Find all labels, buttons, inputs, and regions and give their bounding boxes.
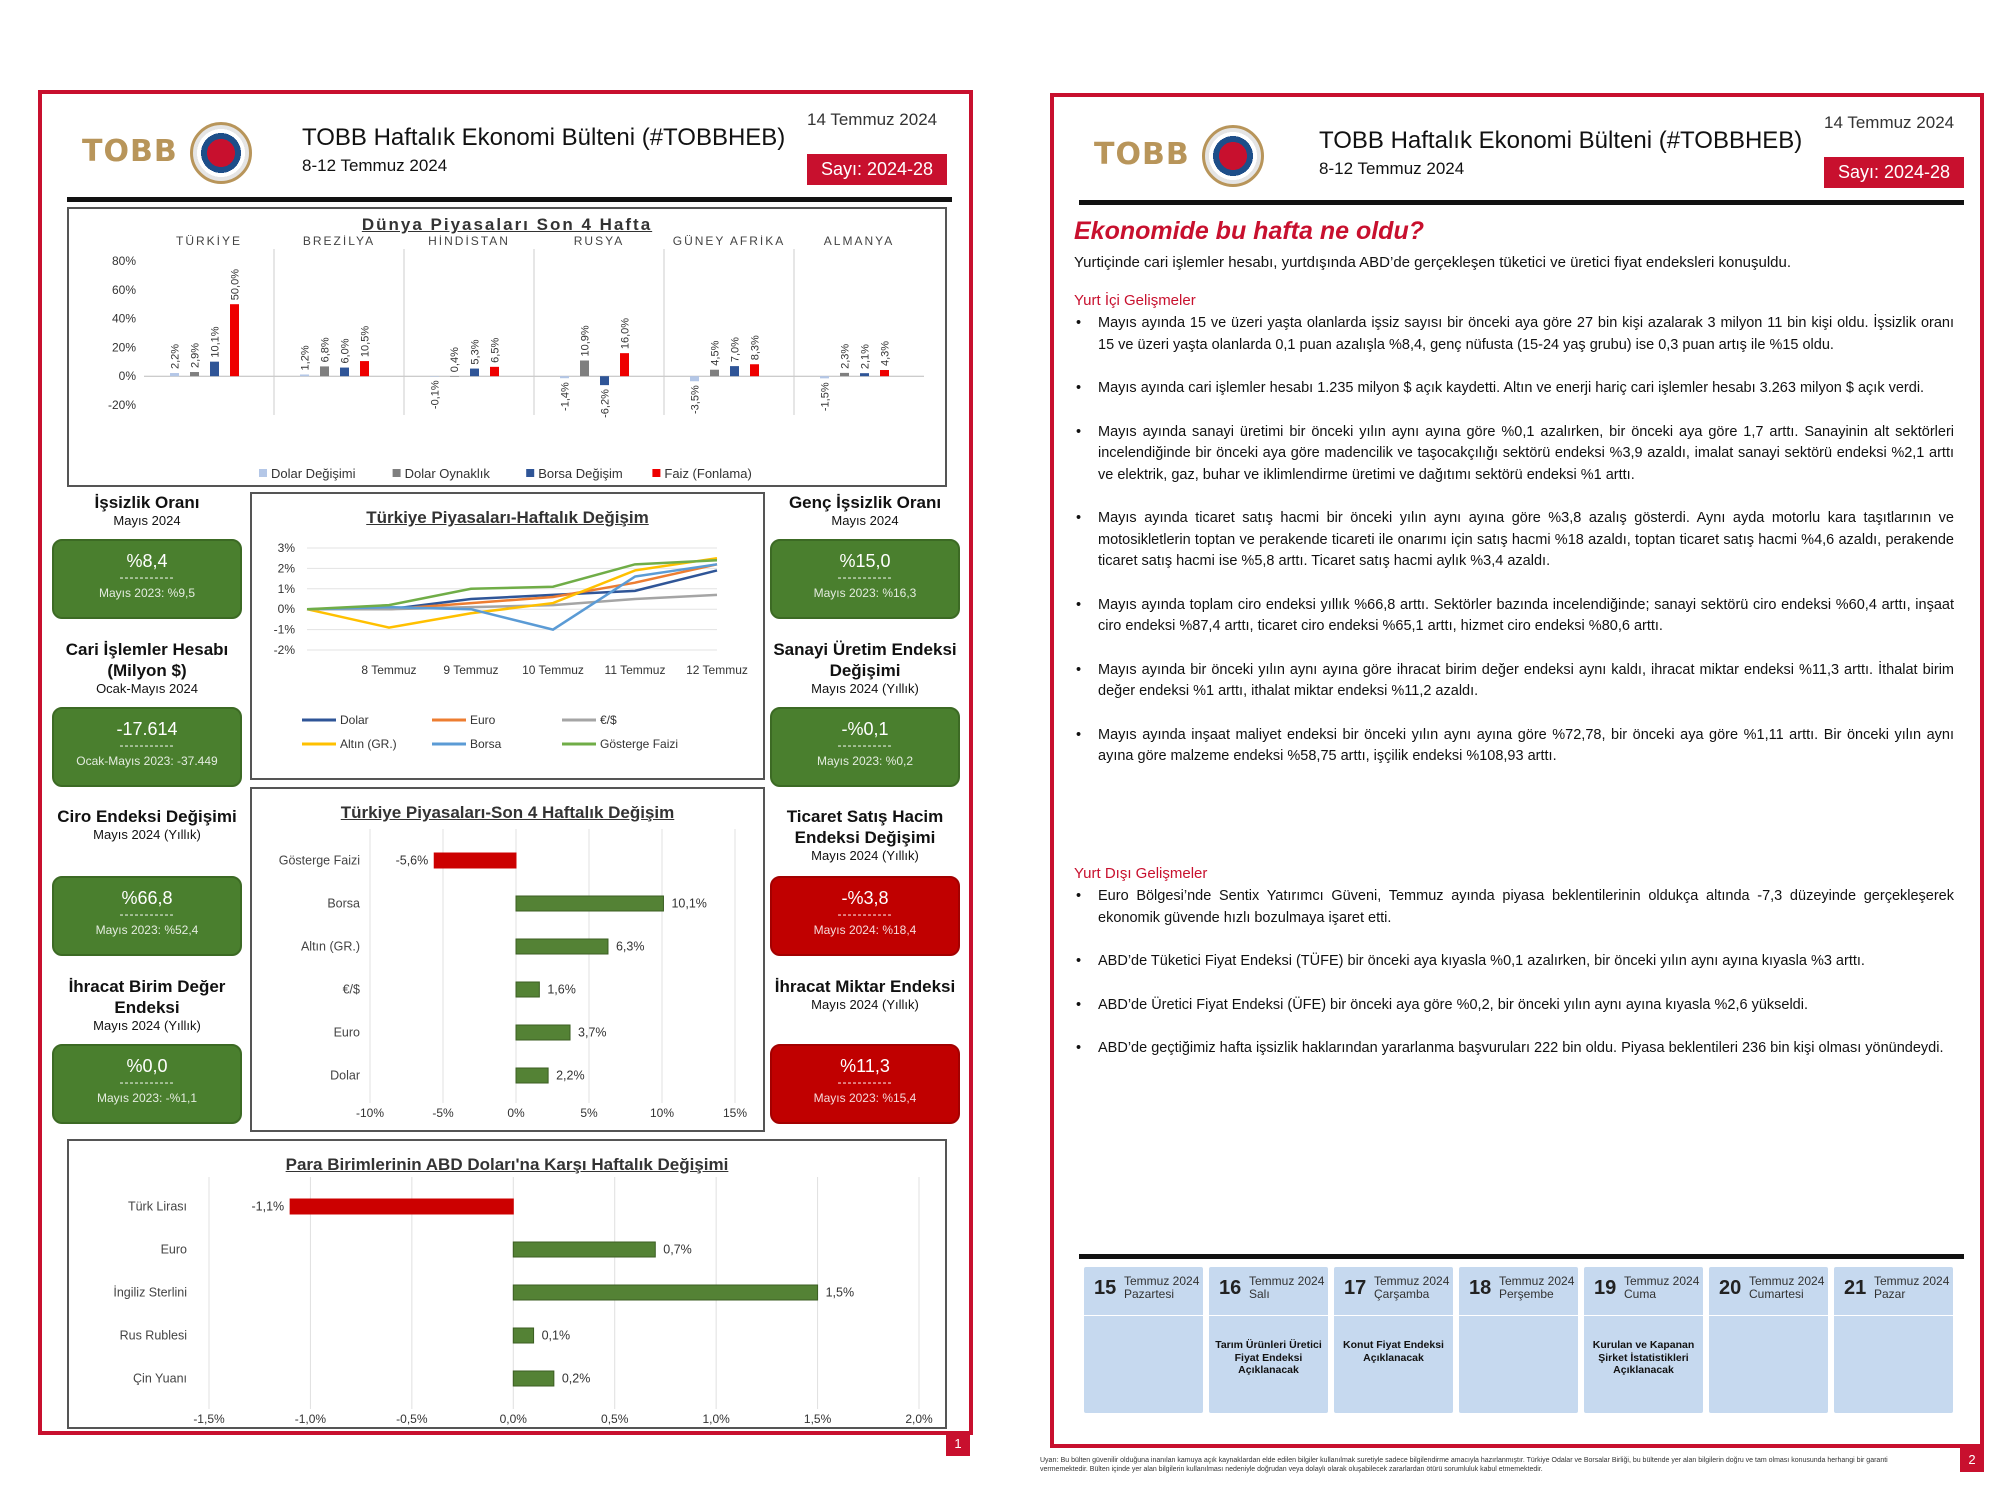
x-tick-label: -0,5% <box>396 1412 428 1426</box>
bar <box>470 369 479 377</box>
bar <box>690 376 699 381</box>
bar <box>860 373 869 376</box>
bar <box>340 368 349 377</box>
bar <box>513 1328 533 1343</box>
data-label: 0,1% <box>541 1328 571 1343</box>
x-tick-label: 1,0% <box>702 1412 730 1426</box>
category-label: Borsa <box>327 896 360 911</box>
foreign-title: Yurt Dışı Gelişmeler <box>1074 865 1208 882</box>
kpi-value: -%0,1 <box>841 719 889 739</box>
data-label: -1,4% <box>559 382 572 411</box>
kpi-ihracat-miktar-card: %11,3 ----------- Mayıs 2023: %15,4 <box>770 1044 960 1124</box>
x-tick-label: -1,0% <box>294 1412 327 1426</box>
issue-badge: Sayı: 2024-28 <box>807 154 947 185</box>
bar <box>516 1025 570 1040</box>
kpi-ihracat-miktar-title: İhracat Miktar Endeksi Mayıs 2024 (Yıllık) <box>774 977 956 1012</box>
domestic-list <box>1074 313 1954 790</box>
x-tick-label: 2,0% <box>905 1412 933 1426</box>
y-tick-label: -20% <box>107 398 136 412</box>
kpi-ihracat-birim-title: İhracat Birim Değer Endeksi Mayıs 2024 (Yıllık) <box>68 977 226 1033</box>
world-markets-plot <box>69 235 945 485</box>
kpi-previous: Mayıs 2023: -%1,1 <box>96 1091 198 1105</box>
kpi-value: %0,0 <box>126 1056 168 1076</box>
y-tick-label: 0% <box>118 369 136 384</box>
category-label: Çin Yuanı <box>133 1371 187 1386</box>
bar <box>880 370 889 376</box>
calendar-day: 16 Temmuz 2024 Salı Tarım Ürünleri Üretici Fiyat Endeksi Açıklanacak <box>1209 1267 1328 1413</box>
kpi-value: -%3,8 <box>841 888 889 908</box>
disclaimer-text: Uyarı: Bu bülten güvenilir olduğuna inanılan kamuya açık kaynaklardan elde edilen bilgiler kullanılmak suretiyle sadece bilgilendirme amacıyla hazırlanmıştır. Türkiye Odalar ve Borsalar Birliği, bu bültende yer alan bilgilerin doğru ve tam olması konusunda herhangi bir garanti vermemektedir. Bülten içinde yer alan bilgilerin kullanılması nedeniyle doğrudan veya dolaylı olarak oluşabilecek zararlardan ötürü sorumluluk kabul etmemektedir. <box>1040 1457 1888 1473</box>
data-label: 8,3% <box>749 335 762 361</box>
data-label: 6,8% <box>319 337 332 363</box>
kpi-previous: Mayıs 2023: %9,5 <box>98 586 196 600</box>
calendar-event: Konut Fiyat Endeksi Açıklanacak <box>1343 1339 1444 1364</box>
data-label: 0,4% <box>449 347 461 373</box>
data-label: 2,9% <box>189 342 202 369</box>
kpi-value: %11,3 <box>840 1056 890 1076</box>
kpi-value: %66,8 <box>121 888 173 908</box>
calendar-day: 18 Temmuz 2024 Perşembe <box>1459 1267 1578 1413</box>
data-label: -6,2% <box>599 389 612 418</box>
x-tick-label: 9 Temmuz <box>443 663 499 677</box>
calendar-day: 20 Temmuz 2024 Cumartesi <box>1709 1267 1828 1413</box>
data-label: 1,6% <box>547 982 576 997</box>
data-label: 16,0% <box>619 317 632 350</box>
kpi-value: %15,0 <box>839 551 891 571</box>
bar <box>560 376 569 378</box>
weekly-line-plot <box>252 528 763 778</box>
data-label: 10,1% <box>209 326 222 358</box>
x-tick-label: -1,5% <box>193 1412 225 1426</box>
category-label: İngiliz Sterlini <box>113 1285 187 1300</box>
y-tick-label: 20% <box>111 340 136 355</box>
bar <box>300 374 309 376</box>
y-tick-label: 1% <box>277 581 295 596</box>
legend-label: Gösterge Faizi <box>600 737 679 751</box>
x-tick-label: 12 Temmuz <box>686 663 748 677</box>
x-tick-label: 1,5% <box>803 1412 832 1426</box>
bulletin-page-2 <box>1050 93 1984 1448</box>
data-label: 1,2% <box>299 345 312 371</box>
bar <box>230 304 239 376</box>
tobb-logo-text: TOBB <box>1094 137 1190 172</box>
legend-swatch <box>526 469 534 477</box>
calendar-event: Kurulan ve Kapanan Şirket İstatistikleri Açıklanacak <box>1592 1339 1695 1376</box>
series-line <box>307 570 717 609</box>
legend-label: Altın (GR.) <box>340 737 397 751</box>
bar <box>434 853 516 868</box>
data-label: 6,3% <box>615 939 645 954</box>
list-item: • Euro Bölgesi’nde Sentix Yatırımcı Güveni, Temmuz ayında piyasa beklentilerinin oldukça altında -7,3 düzeyinde gerçekleşerek ekonomik güvende hızlı bozulmaya işaret etti. <box>1074 886 1954 929</box>
four-week-bar-chart <box>250 787 765 1132</box>
y-tick-label: -1% <box>273 622 295 637</box>
bar <box>450 376 459 377</box>
currency-bar-title: Para Birimlerinin ABD Doları'na Karşı Haftalık Değişimi <box>285 1155 729 1174</box>
x-tick-label: -5% <box>432 1106 454 1120</box>
domestic-title: Yurt İçi Gelişmeler <box>1074 292 1196 309</box>
x-tick-label: 0,0% <box>499 1412 527 1426</box>
bar <box>600 376 609 385</box>
x-tick-label: -10% <box>355 1106 385 1120</box>
country-label: TÜRKİYE <box>175 235 243 248</box>
list-item: • Mayıs ayında cari işlemler hesabı 1.235 milyon $ açık kaydetti. Altın ve enerji hariç cari işlemler hesabı 3.263 milyon $ açık verdi. <box>1074 378 1954 400</box>
bulletin-subtitle: 8-12 Temmuz 2024 <box>302 156 448 175</box>
bar <box>513 1242 655 1257</box>
y-tick-label: 80% <box>111 254 136 268</box>
legend-swatch <box>393 469 401 477</box>
data-label: -1,1% <box>251 1199 285 1214</box>
kpi-ticaret-title: Ticaret Satış Hacim Endeksi Değişimi Mayıs 2024 (Yıllık) <box>786 807 944 863</box>
x-tick-label: 10% <box>649 1106 675 1120</box>
data-label: 4,5% <box>709 340 722 366</box>
country-label: ALMANYA <box>823 235 895 248</box>
header-rule <box>1079 200 1964 205</box>
tobb-seal-icon <box>190 122 252 184</box>
intro-text: Yurtiçinde cari işlemler hesabı, yurtdışında ABD’de gerçekleşen tüketici ve üretici fiyat endeksleri konuşuldu. <box>1074 254 1792 271</box>
bulletin-subtitle: 8-12 Temmuz 2024 <box>1319 159 1465 178</box>
kpi-ciro-title: Ciro Endeksi Değişimi Mayıs 2024 (Yıllık) <box>57 807 237 842</box>
category-label: Gösterge Faizi <box>278 853 360 868</box>
kpi-genc-card: %15,0 ----------- Mayıs 2023: %16,3 <box>770 539 960 619</box>
kpi-previous: Mayıs 2023: %52,4 <box>95 923 199 937</box>
data-label: 2,2% <box>169 343 182 370</box>
tobb-seal-icon <box>1202 125 1264 187</box>
page-number-1: 1 <box>946 1432 970 1456</box>
data-label: -1,5% <box>819 382 832 412</box>
bar <box>290 1199 513 1214</box>
bar <box>513 1371 554 1386</box>
kpi-previous: Mayıs 2023: %15,4 <box>813 1091 917 1105</box>
data-label: 3,7% <box>578 1025 607 1040</box>
legend-label: Borsa <box>470 737 502 751</box>
bar <box>513 1285 817 1300</box>
bar <box>516 982 539 997</box>
data-label: 2,3% <box>839 343 852 369</box>
data-label: 6,0% <box>339 338 352 364</box>
bar <box>430 376 439 377</box>
data-label: 5,3% <box>469 339 482 365</box>
kpi-ciro-card: %66,8 ----------- Mayıs 2023: %52,4 <box>52 876 242 956</box>
bar <box>820 376 829 378</box>
kpi-sanayi-card: -%0,1 ----------- Mayıs 2023: %0,2 <box>770 707 960 787</box>
bulletin-page-1 <box>38 90 973 1435</box>
legend-label: Faiz (Fonlama) <box>664 466 752 481</box>
y-tick-label: 40% <box>111 311 136 326</box>
legend-label: Euro <box>470 713 496 727</box>
bulletin-title: TOBB Haftalık Ekonomi Bülteni (#TOBBHEB) <box>302 124 786 151</box>
kpi-ihracat-birim-card: %0,0 ----------- Mayıs 2023: -%1,1 <box>52 1044 242 1124</box>
foreign-list <box>1074 886 1954 1082</box>
world-markets-chart <box>67 207 947 487</box>
calendar-rule <box>1079 1254 1964 1259</box>
legend-label: Borsa Değişim <box>538 466 623 481</box>
kpi-issizlik-title: İşsizlik Oranı Mayıs 2024 <box>94 493 200 528</box>
bar <box>750 364 759 376</box>
list-item: • Mayıs ayında ticaret satış hacmi bir önceki yılın aynı ayına göre %3,8 azalış gösterdi. Aynı ayda motorlu kara taşıtlarının ve motosikletlerin toptan ve perakende ticareti ile onarımı için satış hacmi %18 azaldı, toptan ticaret satış hacmi %4,6 azaldı, perakende ticaret satış hacmi ise %5,8 arttı. Ticaret satış hacmi aylık %3,4 azaldı. <box>1074 508 1954 573</box>
y-tick-label: 0% <box>277 602 295 617</box>
category-label: Dolar <box>330 1068 360 1083</box>
data-label: 2,1% <box>859 344 872 370</box>
kpi-previous: Mayıs 2023: %16,3 <box>813 586 917 600</box>
calendar-event: Tarım Ürünleri Üretici Fiyat Endeksi Açıklanacak <box>1215 1339 1322 1376</box>
bar <box>840 373 849 376</box>
bar <box>516 939 608 954</box>
list-item: • ABD’de geçtiğimiz hafta işsizlik haklarından yararlanma başvuruları 222 bin oldu. Piyasa beklentileri 236 bin kişi olması yönündeydi. <box>1074 1038 1954 1060</box>
header-rule <box>67 197 952 202</box>
kpi-ticaret-card: -%3,8 ----------- Mayıs 2024: %18,4 <box>770 876 960 956</box>
kpi-previous: Ocak-Mayıs 2023: -37.449 <box>76 754 218 768</box>
bar <box>360 361 369 376</box>
country-label: RUSYA <box>573 235 625 248</box>
currency-bar-plot <box>69 1177 945 1427</box>
list-item: • Mayıs ayında bir önceki yılın aynı ayına göre ihracat birim değer endeksi aynı kaldı, ihracat miktar endeksi %11,3 arttı. İthalat birim değer endeksi %1 arttı, ithalat miktar endeksi %11,2 azaldı. <box>1074 660 1954 703</box>
y-tick-label: 2% <box>277 561 295 576</box>
kpi-value: -17.614 <box>116 719 178 739</box>
calendar-day: 21 Temmuz 2024 Pazar <box>1834 1267 1953 1413</box>
four-week-bar-title: Türkiye Piyasaları-Son 4 Haftalık Değişim <box>340 803 675 822</box>
data-label: 0,2% <box>561 1371 591 1386</box>
country-label: GÜNEY AFRİKA <box>672 235 786 248</box>
bar <box>170 373 179 376</box>
kpi-previous: Mayıs 2023: %0,2 <box>816 754 914 768</box>
data-label: 0,7% <box>663 1242 692 1257</box>
bar <box>516 1068 548 1083</box>
data-label: 10,9% <box>579 325 592 357</box>
issue-badge: Sayı: 2024-28 <box>1824 157 1964 188</box>
legend-swatch <box>652 469 660 477</box>
x-tick-label: 5% <box>580 1106 598 1120</box>
data-label: -0,1% <box>429 380 442 410</box>
legend-label: Dolar Oynaklık <box>404 466 490 481</box>
data-label: -3,5% <box>689 385 702 414</box>
legend-label: €/$ <box>600 713 617 727</box>
weekly-line-title: Türkiye Piyasaları-Haftalık Değişim <box>366 508 649 527</box>
x-tick-label: 8 Temmuz <box>361 663 417 677</box>
bar <box>320 366 329 376</box>
page-number-2: 2 <box>1960 1448 1984 1472</box>
y-tick-label: 3% <box>277 541 295 555</box>
x-tick-label: 0,5% <box>601 1412 629 1426</box>
data-label: 1,5% <box>825 1285 855 1300</box>
world-markets-title: Dünya Piyasaları Son 4 Hafta <box>361 215 653 234</box>
data-label: 50,0% <box>229 268 242 301</box>
list-item: • ABD’de Tüketici Fiyat Endeksi (TÜFE) bir önceki aya kıyasla %0,1 azalırken, bir önceki yılın aynı ayına kıyasla %3 arttı. <box>1074 951 1954 973</box>
category-label: Altın (GR.) <box>300 939 360 954</box>
category-label: Rus Rublesi <box>119 1328 187 1343</box>
data-label: 7,0% <box>729 337 742 363</box>
kpi-issizlik-card: %8,4 ----------- Mayıs 2023: %9,5 <box>52 539 242 619</box>
kpi-genc-title: Genç İşsizlik Oranı Mayıs 2024 <box>788 493 942 528</box>
bar <box>516 896 663 911</box>
x-tick-label: 0% <box>507 1106 525 1120</box>
x-tick-label: 11 Temmuz <box>604 663 666 677</box>
calendar-day: 15 Temmuz 2024 Pazartesi <box>1084 1267 1203 1413</box>
page-heading: Ekonomide bu hafta ne oldu? <box>1074 217 1424 245</box>
bulletin-date: 14 Temmuz 2024 <box>807 110 938 129</box>
category-label: Euro <box>333 1025 360 1040</box>
bar <box>710 370 719 376</box>
kpi-cari-card: -17.614 ----------- Ocak-Mayıs 2023: -37.449 <box>52 707 242 787</box>
country-label: HİNDİSTAN <box>428 235 510 248</box>
data-label: 10,5% <box>359 325 372 358</box>
calendar-day: 19 Temmuz 2024 Cuma Kurulan ve Kapanan Şirket İstatistikleri Açıklanacak <box>1584 1267 1703 1413</box>
x-tick-label: 10 Temmuz <box>522 663 584 677</box>
data-label: 2,2% <box>556 1068 585 1083</box>
four-week-bar-plot <box>252 825 763 1130</box>
legend-label: Dolar Değişimi <box>271 466 356 481</box>
weekly-line-chart <box>250 492 765 780</box>
bar <box>490 367 499 376</box>
x-tick-label: 15% <box>722 1106 748 1120</box>
bulletin-date: 14 Temmuz 2024 <box>1824 113 1955 132</box>
list-item: • Mayıs ayında sanayi üretimi bir önceki yılın aynı ayına göre %0,1 azalırken, bir önceki aya göre 1,7 arttı. Sanayinin alt sektörleri incelendiğinde bir önceki aya göre madencilik ve taşocakçılığı sektörü endeksi %3,9 azaldı, imalat sanayi sektörü endeksi %2,1 arttı ve elektrik, gaz, buhar ve iklimlendirme üretimi ve dağıtımı sektörü endeksi %1 arttı. <box>1074 422 1954 487</box>
bar <box>620 353 629 376</box>
calendar-day: 17 Temmuz 2024 Çarşamba Konut Fiyat Endeksi Açıklanacak <box>1334 1267 1453 1413</box>
category-label: Türk Lirası <box>127 1199 187 1214</box>
data-label: 6,5% <box>489 337 502 363</box>
legend-swatch <box>259 469 267 477</box>
bar <box>730 366 739 376</box>
data-label: -5,6% <box>395 853 429 868</box>
kpi-sanayi-title: Sanayi Üretim Endeksi Değişimi Mayıs 2024 (Yıllık) <box>773 640 957 696</box>
list-item: • ABD’de Üretici Fiyat Endeksi (ÜFE) bir önceki aya göre %0,2, bir önceki yılın aynı ayına kıyasla %2,6 yükseldi. <box>1074 995 1954 1017</box>
list-item: • Mayıs ayında inşaat maliyet endeksi bir önceki yılın aynı ayına göre %72,78, bir önceki aya göre %1,11 arttı. Bir önceki yılın aynı ayına göre malzeme endeksi %58,75 arttı, işçilik endeksi %108,93 arttı. <box>1074 725 1954 768</box>
list-item: • Mayıs ayında toplam ciro endeksi yıllık %66,8 arttı. Sektörler bazında incelendiğinde; sanayi sektörü ciro endeksi %60,4 arttı, inşaat ciro endeksi %87,4 arttı, ticaret ciro endeksi %65,1 arttı, hizmet ciro endeksi %80,6 arttı. <box>1074 595 1954 638</box>
category-label: €/$ <box>342 982 360 997</box>
kpi-cari-title: Cari İşlemler Hesabı (Milyon $) Ocak-Mayıs 2024 <box>65 640 229 696</box>
legend-label: Dolar <box>340 713 369 727</box>
kpi-previous: Mayıs 2024: %18,4 <box>813 923 917 937</box>
y-tick-label: -2% <box>273 643 295 657</box>
y-tick-label: 60% <box>111 282 136 297</box>
kpi-value: %8,4 <box>126 551 168 571</box>
bar <box>190 372 199 376</box>
bar <box>580 361 589 377</box>
bulletin-title: TOBB Haftalık Ekonomi Bülteni (#TOBBHEB) <box>1319 127 1803 154</box>
data-label: 10,1% <box>671 896 707 911</box>
data-label: 4,3% <box>879 340 892 367</box>
category-label: Euro <box>160 1242 187 1257</box>
currency-bar-chart <box>67 1139 947 1429</box>
bar <box>210 362 219 377</box>
tobb-logo-text: TOBB <box>82 134 178 169</box>
list-item: • Mayıs ayında 15 ve üzeri yaşta olanlarda işsiz sayısı bir önceki aya göre 27 bin kişi azalarak 3 milyon 11 bin kişi oldu. İşsizlik oranı 15 ve üzeri yaşta olanlarda 0,1 puan azalışla %8,4, genç nüfusta (15-24 yaş grubu) ise 0,3 puan artış ile %15 oldu. <box>1074 313 1954 356</box>
country-label: BREZİLYA <box>302 235 376 248</box>
